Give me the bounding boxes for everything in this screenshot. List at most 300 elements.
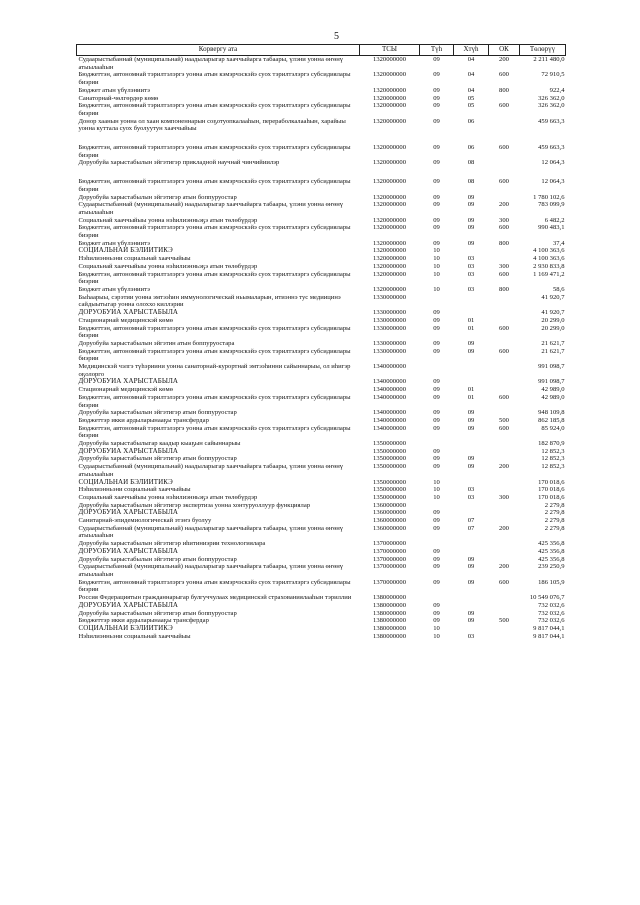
table-row	[77, 363, 566, 378]
row-tyh: 09	[433, 524, 440, 532]
row-sum: 2 211 480,0	[533, 56, 565, 63]
row-ok	[489, 625, 520, 633]
row-tsr: 1340000000	[373, 409, 406, 417]
table-row	[77, 133, 566, 144]
row-xtyh: 09	[467, 239, 475, 247]
row-sum: 1 169 471,2	[533, 270, 565, 278]
row-name: Судаарыстыбаннай (муниципальнай) наадыларыгар хааччыйарга табаары, үлэни уонна өҥөнү атыылааһын	[78, 563, 344, 578]
row-tyh: 09	[433, 601, 440, 609]
row-tyh: 09	[433, 324, 440, 332]
header-tyh: Түһ	[420, 45, 454, 56]
row-name: Быһаарыы, сэрэтии уонна эмтээһин иммунологическай ньымаларын, итиэннэ тус медиицинэ сайдыытыгар уонна олоххо киллэрии	[78, 293, 341, 309]
row-ok: 600	[499, 144, 509, 152]
row-ok	[489, 363, 520, 378]
row-xtyh	[454, 247, 489, 255]
table-row	[77, 317, 566, 325]
table-row	[77, 409, 566, 417]
row-name: ДОРУОБУЙА ХАРЫСТАБЫЛА	[78, 309, 179, 317]
row-name: Нэһилиэнньэни социальнай хааччыйыы	[78, 486, 191, 494]
row-tsr: 1380000000	[373, 609, 406, 617]
table-row	[77, 425, 566, 440]
row-tsr: 1320000000	[373, 94, 406, 102]
table-row	[77, 325, 566, 340]
row-name	[77, 167, 360, 178]
row-name: СОЦИАЛЬНАЙ БЭЛИИТИКЭ	[78, 247, 173, 255]
row-name: Бюджеттэн, автономнай тэрилтэлэргэ уонна атын кэмэрчэскэйэ суох тэрилтэлэргэ субсидиялары биэрии	[78, 347, 351, 363]
row-name: Бюджеттэн, автономнай тэрилтэлэргэ уонна атын кэмэрчэскэйэ суох тэрилтэлэргэ субсидиялары биэрии	[78, 71, 351, 87]
row-name: Доруобуйа харыстабылын эйгэтигэр атын боппуруостар	[78, 193, 237, 201]
row-tyh: 09	[433, 178, 440, 186]
row-sum	[520, 133, 566, 144]
row-name: ДОРУОБУЙА ХАРЫСТАБЫЛА	[78, 601, 179, 609]
row-sum: 41 920,7	[541, 309, 565, 317]
row-name: Бюджеттэн, автономнай тэрилтэлэргэ уонна атын кэмэрчэскэйэ суох тэрилтэлэргэ субсидиялары биэрии	[78, 324, 351, 340]
row-xtyh: 09	[467, 463, 475, 471]
table-row	[77, 71, 566, 86]
row-tyh: 09	[433, 159, 440, 167]
row-tsr: 1330000000	[373, 339, 406, 347]
row-sum: 12 852,3	[541, 455, 565, 463]
row-ok	[489, 95, 520, 103]
row-tsr: 1380000000	[373, 624, 406, 632]
row-ok	[489, 633, 520, 641]
row-tyh: 09	[433, 555, 440, 563]
row-sum: 21 621,7	[541, 339, 565, 347]
row-tsr: 1340000000	[373, 424, 406, 432]
row-tsr: 1320000000	[373, 201, 406, 209]
row-tyh: 09	[433, 455, 440, 463]
row-name: Стационарнай медицинскэй көмө	[78, 316, 173, 324]
row-name: Доруобуйа харыстабылын эйгэтигэр атын боппуруостар	[78, 409, 237, 417]
row-tyh: 09	[433, 347, 440, 355]
row-ok	[489, 509, 520, 517]
row-xtyh: 01	[467, 324, 475, 332]
row-ok	[489, 386, 520, 394]
row-sum: 182 870,9	[538, 440, 565, 448]
table-row	[77, 348, 566, 363]
table-row	[77, 144, 566, 159]
row-tyh: 09	[433, 193, 440, 201]
table-row	[77, 455, 566, 463]
row-name: Медицинскэй чэлгэ түһэриини уонна санаторнай-курортнай эмтээһинни сайыннарыы, ол иһигэр оҕолорго	[78, 363, 351, 378]
row-xtyh	[454, 378, 489, 386]
table-row	[77, 509, 566, 517]
row-sum: 42 989,0	[541, 386, 565, 394]
row-tyh	[420, 294, 454, 309]
table-row	[77, 417, 566, 425]
row-name: Судаарыстыбаннай (муниципальнай) наадыларыгар хааччыйарга табаары, үлэни уонна өҥөнү атыылааһын	[78, 463, 344, 478]
row-xtyh: 09	[467, 216, 475, 224]
row-xtyh: 09	[467, 455, 475, 463]
row-ok: 500	[499, 416, 509, 424]
row-xtyh: 06	[467, 144, 475, 152]
row-xtyh: 03	[467, 285, 475, 293]
row-xtyh: 04	[467, 56, 475, 63]
row-xtyh	[454, 509, 489, 517]
header-name: Корвергу ата	[77, 45, 360, 56]
row-tsr: 1320000000	[373, 56, 406, 63]
row-ok	[489, 194, 520, 202]
table-row	[77, 178, 566, 193]
row-xtyh: 03	[467, 270, 475, 278]
table-row	[77, 294, 566, 309]
row-ok: 600	[499, 71, 509, 79]
row-name: Судаарыстыбаннай (муниципальнай) наадыларыгар хааччыйарга табаары, үлэни уонна өҥөнү атыылааһын	[78, 201, 344, 216]
row-xtyh	[454, 540, 489, 548]
row-tsr: 1380000000	[373, 601, 406, 609]
row-xtyh	[454, 363, 489, 378]
row-name: Россия Федерациятын гражданнарыгар булгуччулаах медицинскэй страхованиялааһын тэриллии	[78, 594, 352, 602]
row-sum: 12 064,3	[541, 178, 565, 186]
row-tsr: 1340000000	[373, 363, 406, 371]
table-row	[77, 340, 566, 348]
row-tsr: 1320000000	[373, 86, 406, 94]
row-sum: 459 663,3	[538, 144, 565, 152]
budget-table	[76, 44, 566, 640]
header-sum: Төлөрүү	[520, 45, 566, 56]
row-ok: 800	[499, 239, 509, 247]
row-tyh: 10	[433, 493, 440, 501]
row-tsr: 1320000000	[373, 224, 406, 232]
row-sum: 783 099,9	[538, 201, 565, 209]
table-row	[77, 286, 566, 294]
row-ok	[489, 118, 520, 133]
row-tsr: 1380000000	[373, 632, 406, 640]
row-tsr: 1360000000	[373, 501, 406, 509]
row-tsr: 1320000000	[373, 239, 406, 247]
row-name: Доруобуйа харыстабылын эйгэтигэр экспертиза уонна хонтуруоллуур функциялар	[78, 501, 311, 509]
row-ok	[489, 294, 520, 309]
row-xtyh	[454, 440, 489, 448]
table-row	[77, 594, 566, 602]
row-tsr: 1320000000	[373, 71, 406, 79]
row-ok: 600	[499, 224, 509, 232]
table-row	[77, 610, 566, 618]
row-tsr: 1370000000	[373, 578, 406, 586]
table-row	[77, 386, 566, 394]
row-sum: 6 482,2	[544, 216, 565, 224]
row-xtyh: 01	[467, 393, 475, 401]
row-ok	[489, 610, 520, 618]
table-row	[77, 633, 566, 641]
row-tyh: 10	[433, 486, 440, 494]
row-ok: 300	[499, 216, 509, 224]
header-tsr: ТСЫ	[360, 45, 420, 56]
row-sum: 922,4	[549, 86, 565, 94]
row-name	[77, 133, 360, 144]
row-ok	[489, 167, 520, 178]
row-sum: 862 185,8	[538, 416, 565, 424]
row-tsr: 1340000000	[373, 416, 406, 424]
row-sum: 2 930 833,8	[533, 262, 565, 270]
row-xtyh: 09	[467, 409, 475, 417]
row-xtyh	[454, 448, 489, 456]
row-name: СОЦИАЛЬНАЙ БЭЛИИТИКЭ	[78, 478, 173, 486]
row-tsr: 1320000000	[373, 159, 406, 167]
row-ok: 600	[499, 270, 509, 278]
row-sum: 170 018,6	[538, 486, 565, 494]
row-tyh: 09	[433, 316, 440, 324]
row-tsr: 1320000000	[373, 117, 406, 125]
row-tsr: 1340000000	[373, 378, 406, 386]
table-row	[77, 440, 566, 448]
row-xtyh: 08	[467, 178, 475, 186]
table-row	[77, 271, 566, 286]
row-sum: 20 299,0	[541, 316, 565, 324]
row-tsr: 1350000000	[373, 463, 406, 471]
table-row	[77, 517, 566, 525]
row-tyh: 09	[433, 517, 440, 525]
row-sum: 1 780 102,6	[533, 193, 565, 201]
row-sum: 425 356,8	[538, 540, 565, 548]
row-tyh: 09	[433, 239, 440, 247]
row-xtyh	[454, 548, 489, 556]
row-xtyh: 03	[467, 493, 475, 501]
table-row	[77, 502, 566, 510]
row-ok	[489, 540, 520, 548]
row-ok	[489, 594, 520, 602]
row-ok	[489, 133, 520, 144]
row-ok	[489, 317, 520, 325]
row-sum: 170 018,6	[538, 478, 565, 486]
row-sum: 991 098,7	[538, 363, 565, 371]
row-tyh	[420, 133, 454, 144]
row-sum: 170 018,6	[538, 493, 565, 501]
table-row	[77, 548, 566, 556]
table-row	[77, 579, 566, 594]
row-xtyh: 03	[467, 486, 475, 494]
row-name: Стационарнай медицинскэй көмө	[78, 386, 173, 394]
row-tsr: 1330000000	[373, 316, 406, 324]
row-tyh: 09	[433, 224, 440, 232]
row-ok: 800	[499, 285, 509, 293]
table-row	[77, 479, 566, 487]
row-xtyh: 09	[467, 193, 475, 201]
table-row	[77, 224, 566, 239]
row-ok	[489, 548, 520, 556]
row-xtyh: 09	[467, 416, 475, 424]
row-name: Доруобуйа харыстабылын эйгэтигэр иһитиниэрии технологиялара	[78, 540, 266, 548]
row-tyh: 09	[433, 447, 440, 455]
row-tyh: 09	[433, 609, 440, 617]
table-row	[77, 201, 566, 216]
row-ok: 600	[499, 347, 509, 355]
row-sum: 2 279,8	[544, 509, 565, 517]
row-name: Социальнай хааччыйыы уонна нэһилиэнньэҕэ атын төлөбүрдэр	[78, 216, 258, 224]
row-tsr: 1340000000	[373, 393, 406, 401]
table-row	[77, 525, 566, 540]
row-name: Судаарыстыбаннай (муниципальнай) наадыларыгар хааччыйарга табаары, үлэни уонна өҥөнү атыылааһын	[78, 56, 344, 71]
row-tsr: 1320000000	[373, 193, 406, 201]
row-xtyh: 04	[467, 86, 475, 94]
row-tsr	[360, 133, 420, 144]
row-sum: 326 362,0	[538, 94, 565, 102]
row-xtyh: 09	[467, 201, 475, 209]
row-tsr	[360, 167, 420, 178]
row-tyh: 09	[433, 416, 440, 424]
row-tsr: 1350000000	[373, 447, 406, 455]
row-ok	[489, 159, 520, 167]
row-tsr: 1340000000	[373, 386, 406, 394]
table-row	[77, 95, 566, 103]
row-tsr: 1330000000	[373, 347, 406, 355]
row-sum: 425 356,8	[538, 555, 565, 563]
row-tyh: 09	[433, 547, 440, 555]
table-row	[77, 118, 566, 133]
row-ok: 200	[499, 563, 509, 571]
row-tyh: 09	[433, 94, 440, 102]
row-tsr: 1380000000	[373, 617, 406, 625]
row-tsr: 1350000000	[373, 440, 406, 448]
row-ok	[489, 255, 520, 263]
table-header-row	[77, 45, 566, 56]
row-xtyh: 09	[467, 563, 475, 571]
row-sum: 948 109,8	[538, 409, 565, 417]
row-tsr: 1380000000	[373, 594, 406, 602]
row-sum: 41 920,7	[541, 293, 565, 301]
row-tyh: 09	[433, 56, 440, 63]
row-tsr: 1320000000	[373, 270, 406, 278]
table-row	[77, 563, 566, 578]
row-tyh	[420, 502, 454, 510]
header-ok: ОК	[489, 45, 520, 56]
row-name: ДОРУОБУЙА ХАРЫСТАБЫЛА	[78, 378, 179, 386]
row-xtyh: 05	[467, 94, 475, 102]
row-ok: 800	[499, 86, 509, 94]
row-tsr: 1370000000	[373, 547, 406, 555]
row-tyh: 09	[433, 578, 440, 586]
row-name: Доруобуйа харыстабылыгар каадыр кыаҕын сайыннарыы	[78, 440, 241, 448]
row-ok: 300	[499, 262, 509, 270]
row-name: Бюджеттэр икки ардыларынааҕы трансфердар	[78, 416, 209, 424]
row-sum: 20 299,0	[541, 324, 565, 332]
row-sum: 239 250,9	[538, 563, 565, 571]
row-tsr: 1330000000	[373, 309, 406, 317]
row-sum: 58,6	[552, 285, 565, 293]
row-ok: 600	[499, 178, 509, 186]
row-name: Доруобуйа харыстабылын эйгэтигэр атын боппуруостар	[78, 609, 237, 617]
row-tsr: 1320000000	[373, 178, 406, 186]
row-sum: 21 621,7	[541, 347, 565, 355]
row-tsr: 1330000000	[373, 324, 406, 332]
row-sum: 425 356,8	[538, 547, 565, 555]
row-ok	[489, 517, 520, 525]
table-row	[77, 159, 566, 167]
row-ok: 500	[499, 617, 509, 625]
row-sum: 85 924,0	[541, 424, 565, 432]
row-name: Санитарнай-эпидемиологическай этэҥэ буолуу	[78, 517, 212, 525]
row-name: Доруобуйа харыстабылын эйгэтин атын боппуруостара	[78, 339, 235, 347]
row-tsr: 1320000000	[373, 262, 406, 270]
row-xtyh: 01	[467, 316, 475, 324]
table-row	[77, 556, 566, 564]
row-tyh: 09	[433, 86, 440, 94]
row-tyh: 10	[433, 270, 440, 278]
row-ok: 200	[499, 56, 509, 63]
row-ok: 200	[499, 524, 509, 532]
row-ok	[489, 502, 520, 510]
row-name: Доруобуйа харыстабылын эйгэтигэр атын боппуруостар	[78, 455, 237, 463]
row-name: Нэһилиэнньэни социальнай хааччыйыы	[78, 632, 191, 640]
row-tsr: 1330000000	[373, 293, 406, 301]
row-tyh: 09	[433, 339, 440, 347]
row-xtyh	[454, 502, 489, 510]
row-ok: 300	[499, 493, 509, 501]
row-tyh: 09	[433, 378, 440, 386]
table-row	[77, 463, 566, 478]
row-name: Бюджеттэн, автономнай тэрилтэлэргэ уонна атын кэмэрчэскэйэ суох тэрилтэлэргэ субсидиялары биэрии	[78, 144, 351, 159]
row-xtyh	[454, 294, 489, 309]
row-ok: 600	[499, 102, 509, 110]
row-tyh: 09	[433, 102, 440, 110]
row-xtyh: 09	[467, 424, 475, 432]
row-ok: 600	[499, 424, 509, 432]
row-tyh: 09	[433, 424, 440, 432]
row-sum: 12 852,3	[541, 463, 565, 471]
table-row	[77, 448, 566, 456]
table-row	[77, 625, 566, 633]
table-row	[77, 87, 566, 95]
row-sum: 2 279,8	[544, 517, 565, 525]
row-xtyh: 09	[467, 578, 475, 586]
row-tsr: 1370000000	[373, 555, 406, 563]
row-ok	[489, 486, 520, 494]
header-xtyh: Хтүһ	[454, 45, 489, 56]
row-name: Бюджеттэн, автономнай тэрилтэлэргэ уонна атын кэмэрчэскэйэ суох тэрилтэлэргэ субсидиялары биэрии	[78, 424, 351, 440]
row-ok	[489, 409, 520, 417]
row-name: Социальнай хааччыйыы уонна нэһилиэнньэҕэ атын төлөбүрдэр	[78, 262, 258, 270]
table-row	[77, 240, 566, 248]
row-tyh: 09	[433, 144, 440, 152]
table-row	[77, 494, 566, 502]
row-sum: 4 100 363,6	[533, 247, 565, 255]
row-ok	[489, 309, 520, 317]
row-tyh	[420, 167, 454, 178]
row-name: Доруобуйа харыстабылын эйгэтигэр атын боппуруостар	[78, 555, 237, 563]
row-sum: 72 910,5	[541, 71, 565, 79]
table-row	[77, 309, 566, 317]
row-name: Судаарыстыбаннай (муниципальнай) наадыларыгар хааччыйарга табаары, үлэни уонна өҥөнү атыылааһын	[78, 524, 344, 540]
row-ok	[489, 455, 520, 463]
row-ok: 600	[499, 393, 509, 401]
row-ok	[489, 440, 520, 448]
row-name: Доруобуйа харыстабылын эйгэтигэр прикладной научнай чинчийиилэр	[78, 159, 280, 167]
row-sum: 459 663,3	[538, 117, 565, 125]
row-xtyh: 08	[467, 159, 475, 167]
row-name: Бюджеттэн, автономнай тэрилтэлэргэ уонна атын кэмэрчэскэйэ суох тэрилтэлэргэ субсидиялары биэрии	[78, 270, 351, 286]
row-sum: 732 032,6	[538, 601, 565, 609]
row-sum: 10 549 076,7	[529, 594, 565, 602]
row-tsr: 1320000000	[373, 102, 406, 110]
row-tsr: 1320000000	[373, 255, 406, 263]
row-xtyh: 03	[467, 255, 475, 263]
row-tyh: 09	[433, 386, 440, 394]
row-tyh: 10	[433, 624, 440, 632]
row-xtyh	[454, 309, 489, 317]
row-sum: 991 098,7	[538, 378, 565, 386]
row-tyh: 09	[433, 393, 440, 401]
row-name: Бюджет атын үбүлэниитэ	[78, 285, 150, 293]
row-tsr: 1370000000	[373, 563, 406, 571]
table-row	[77, 167, 566, 178]
row-sum: 2 279,8	[544, 501, 565, 509]
row-xtyh: 09	[467, 555, 475, 563]
row-ok: 600	[499, 578, 509, 586]
row-xtyh: 07	[467, 524, 475, 532]
row-name: Бюджет атын үбүлэниитэ	[78, 239, 150, 247]
row-tyh: 10	[433, 632, 440, 640]
row-xtyh: 03	[467, 262, 475, 270]
